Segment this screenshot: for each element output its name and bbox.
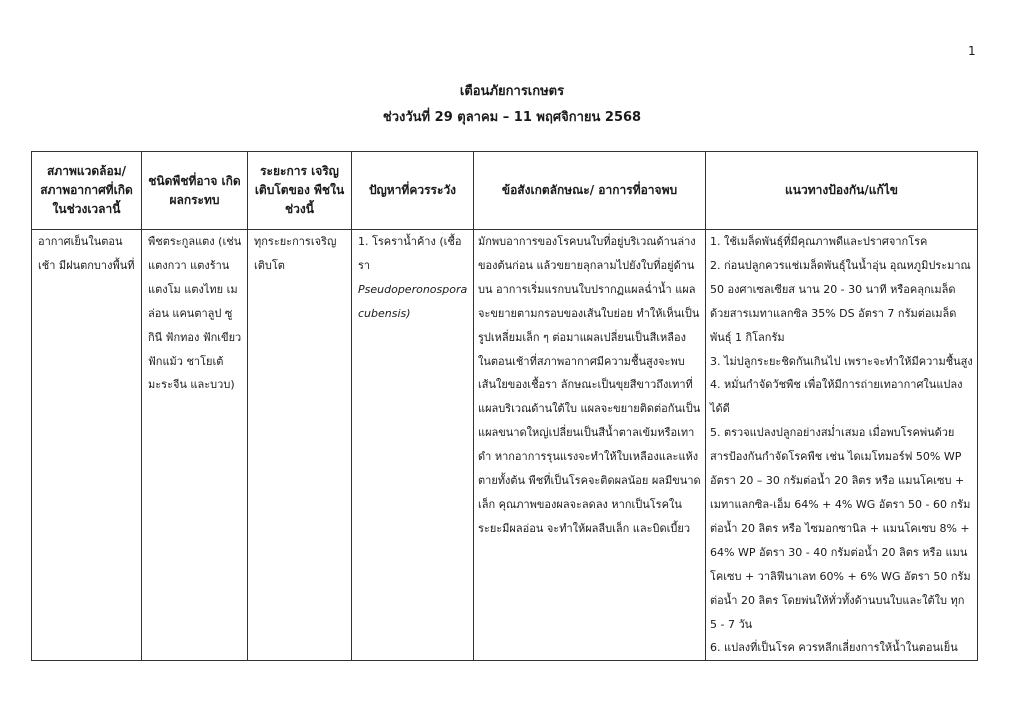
cell-growth-stage: ทุกระยะการเจริญเติบโต xyxy=(248,230,352,661)
agri-warning-table xyxy=(31,151,978,661)
header-growth-stage: ระยะการ เจริญเติบโตของ พืชในช่วงนี้ xyxy=(248,152,352,230)
header-symptoms: ข้อสังเกตลักษณะ/ อาการที่อาจพบ xyxy=(474,152,706,230)
header-problem: ปัญหาที่ควรระวัง xyxy=(352,152,474,230)
prevention-item: 6. แปลงที่เป็นโรค ควรหลีกเลี่ยงการให้น้ำในตอนเย็น xyxy=(710,641,958,655)
prevention-item: 1. ใช้เมล็ดพันธุ์ที่มีคุณภาพดีและปราศจากโรค xyxy=(710,235,928,248)
prevention-item: 4. หมั่นกำจัดวัชพืช เพื่อให้มีการถ่ายเทอากาศในแปลงได้ดี xyxy=(710,378,963,416)
header-prevention: แนวทางป้องกัน/แก้ไข xyxy=(706,152,978,230)
prevention-item: 3. ไม่ปลูกระยะชิดกันเกินไป เพราะจะทำให้มีความชื้นสูง xyxy=(710,354,973,368)
cell-environment: อากาศเย็นในตอนเช้า มีฝนตกบางพื้นที่ xyxy=(32,230,142,661)
problem-name: 1. โรคราน้ำค้าง (เชื้อรา xyxy=(358,235,462,272)
prevention-item: 5. ตรวจแปลงปลูกอย่างสม่ำเสมอ เมื่อพบโรคพ่นด้วยสารป้องกันกำจัดโรคพืช เช่น ไดเมโทมอร์ฟ 50% WP อัตรา 20 – 30 กรัมต่อน้ำ 20 ลิตร หรือ แมนโคเซบ + เมทาแลกซิล-เอ็ม 64% + 4% WG อัตรา 50 - 60 กรัมต่อน้ำ 20 ลิตร หรือ ไซมอกซานิล + แมนโคเซบ 8% + 64% WP อัตรา 30 - 40 กรัมต่อน้ำ 20 ลิตร หรือ แมนโคเซบ + วาลิฟีนาเลท 60% + 6% WG อัตรา 50 กรัมต่อน้ำ 20 ลิตร โดยพ่นให้ทั่วทั้งด้านบนใบและใต้ใบ ทุก 5 - 7 วัน xyxy=(710,426,971,631)
cell-prevention xyxy=(706,230,978,661)
document-date-range: ช่วงวันที่ 29 ตุลาคม – 11 พฤศจิกายน 2568 xyxy=(382,110,642,125)
header-crops: ชนิดพืชที่อาจ เกิดผลกระทบ xyxy=(142,152,248,230)
cell-problem xyxy=(352,230,474,661)
document-title: เตือนภัยการเกษตร xyxy=(459,84,565,99)
page-number: 1 xyxy=(968,44,976,58)
table-row xyxy=(32,230,978,661)
cell-symptoms: มักพบอาการของโรคบนใบที่อยู่บริเวณด้านล่างของต้นก่อน แล้วขยายลุกลามไปยังใบที่อยู่ด้านบน อาการเริ่มแรกบนใบปรากฏแผลฉ่ำน้ำ แผลจะขยายตามกรอบของเส้นใบย่อย ทำให้เห็นเป็นรูปเหลี่ยมเล็ก ๆ ต่อมาแผลเปลี่ยนเป็นสีเหลือง ในตอนเช้าที่สภาพอากาศมีความชื้นสูงจะพบเส้นใยของเชื้อรา ลักษณะเป็นขุยสีขาวถึงเทาที่แผลบริเวณด้านใต้ใบ แผลจะขยายติดต่อกันเป็นแผลขนาดใหญ่เปลี่ยนเป็นสีน้ำตาลเข้มหรือเทาดำ หากอาการรุนแรงจะทำให้ใบเหลืองและแห้งตายทั้งต้น พืชที่เป็นโรคจะติดผลน้อย ผลมีขนาดเล็ก คุณภาพของผลจะลดลง หากเป็นโรคในระยะมีผลอ่อน จะทำให้ผลลีบเล็ก และบิดเบี้ยว xyxy=(474,230,706,661)
cell-crops: พืชตระกูลแตง (เช่น แตงกวา แตงร้าน แตงโม แตงไทย เมล่อน แคนตาลูป ซูกินี ฟักทอง ฟักเขียว ฟักแม้ว ชาโยเต้ มะระจีน และบวบ) xyxy=(142,230,248,661)
problem-pathogen: Pseudoperonospora cubensis) xyxy=(358,282,468,320)
prevention-item: 2. ก่อนปลูกควรแช่เมล็ดพันธุ์ในน้ำอุ่น อุณหภูมิประมาณ 50 องศาเซลเซียส นาน 20 - 30 นาที หรือคลุกเมล็ดด้วยสารเมทาแลกซิล 35% DS อัตรา 7 กรัมต่อเมล็ดพันธุ์ 1 กิโลกรัม xyxy=(710,258,971,344)
header-environment: สภาพแวดล้อม/ สภาพอากาศที่เกิด ในช่วงเวลานี้ xyxy=(32,152,142,230)
table-header-row xyxy=(32,152,978,230)
